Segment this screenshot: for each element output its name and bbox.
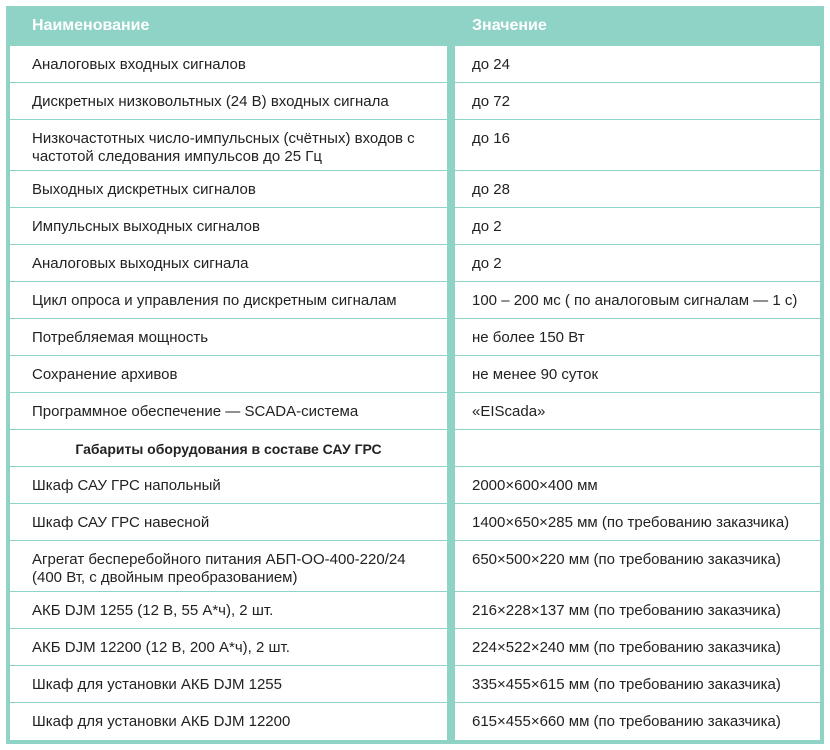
value-cell: 335×455×615 мм (по требованию заказчика)	[455, 666, 820, 703]
value-cell: до 28	[455, 171, 820, 208]
table-header	[10, 6, 820, 46]
name-cell: АКБ DJM 12200 (12 В, 200 А*ч), 2 шт.	[10, 629, 447, 666]
value-cell: 615×455×660 мм (по требованию заказчика)	[472, 713, 781, 730]
value-cell: 224×522×240 мм (по требованию заказчика)	[455, 629, 820, 666]
header-name: Наименование	[32, 17, 150, 34]
name-cell: Программное обеспечение — SCADA-система	[10, 393, 447, 430]
value-cell	[455, 430, 820, 467]
value-cell: 650×500×220 мм (по требованию заказчика)	[455, 541, 820, 592]
name-cell: Аналоговых выходных сигнала	[10, 245, 447, 282]
value-cell: не менее 90 суток	[455, 356, 820, 393]
name-cell: Импульсных выходных сигналов	[10, 208, 447, 245]
name-cell: Шкаф САУ ГРС напольный	[10, 467, 447, 504]
value-cell: «EIScada»	[455, 393, 820, 430]
name-cell: Аналоговых входных сигналов	[10, 46, 447, 83]
table-body	[10, 46, 820, 740]
value-cell: 1400×650×285 мм (по требованию заказчика)	[455, 504, 820, 541]
value-cell: 216×228×137 мм (по требованию заказчика)	[455, 592, 820, 629]
name-cell: Сохранение архивов	[10, 356, 447, 393]
name-cell: Выходных дискретных сигналов	[10, 171, 447, 208]
name-cell: Агрегат бесперебойного питания АБП-ОО-400-220/24 (400 Вт, с двойным преобразованием)	[10, 541, 447, 592]
spec-table	[6, 6, 824, 744]
value-cell: до 2	[455, 208, 820, 245]
name-cell: Шкаф для установки АКБ DJM 1255	[10, 666, 447, 703]
name-cell: Шкаф САУ ГРС навесной	[10, 504, 447, 541]
value-cell: до 72	[455, 83, 820, 120]
value-column	[455, 46, 820, 740]
value-cell: до 2	[455, 245, 820, 282]
name-cell: Низкочастотных число-импульсных (счётных) входов с частотой следования импульсов до 25 Гц	[10, 120, 447, 171]
section-subheader: Габариты оборудования в составе САУ ГРС	[10, 430, 447, 467]
value-cell: 2000×600×400 мм	[455, 467, 820, 504]
name-cell: АКБ DJM 1255 (12 В, 55 А*ч), 2 шт.	[10, 592, 447, 629]
value-cell: до 24	[455, 46, 820, 83]
name-cell: Дискретных низковольтных (24 В) входных сигнала	[10, 83, 447, 120]
name-cell: Цикл опроса и управления по дискретным сигналам	[10, 282, 447, 319]
value-cell: не более 150 Вт	[455, 319, 820, 356]
name-cell: Шкаф для установки АКБ DJM 12200	[32, 713, 291, 730]
value-cell: до 16	[455, 120, 820, 171]
value-cell: 100 – 200 мс ( по аналоговым сигналам — 1 с)	[455, 282, 820, 319]
name-cell: Потребляемая мощность	[10, 319, 447, 356]
name-column	[10, 46, 447, 740]
header-value: Значение	[472, 17, 547, 34]
